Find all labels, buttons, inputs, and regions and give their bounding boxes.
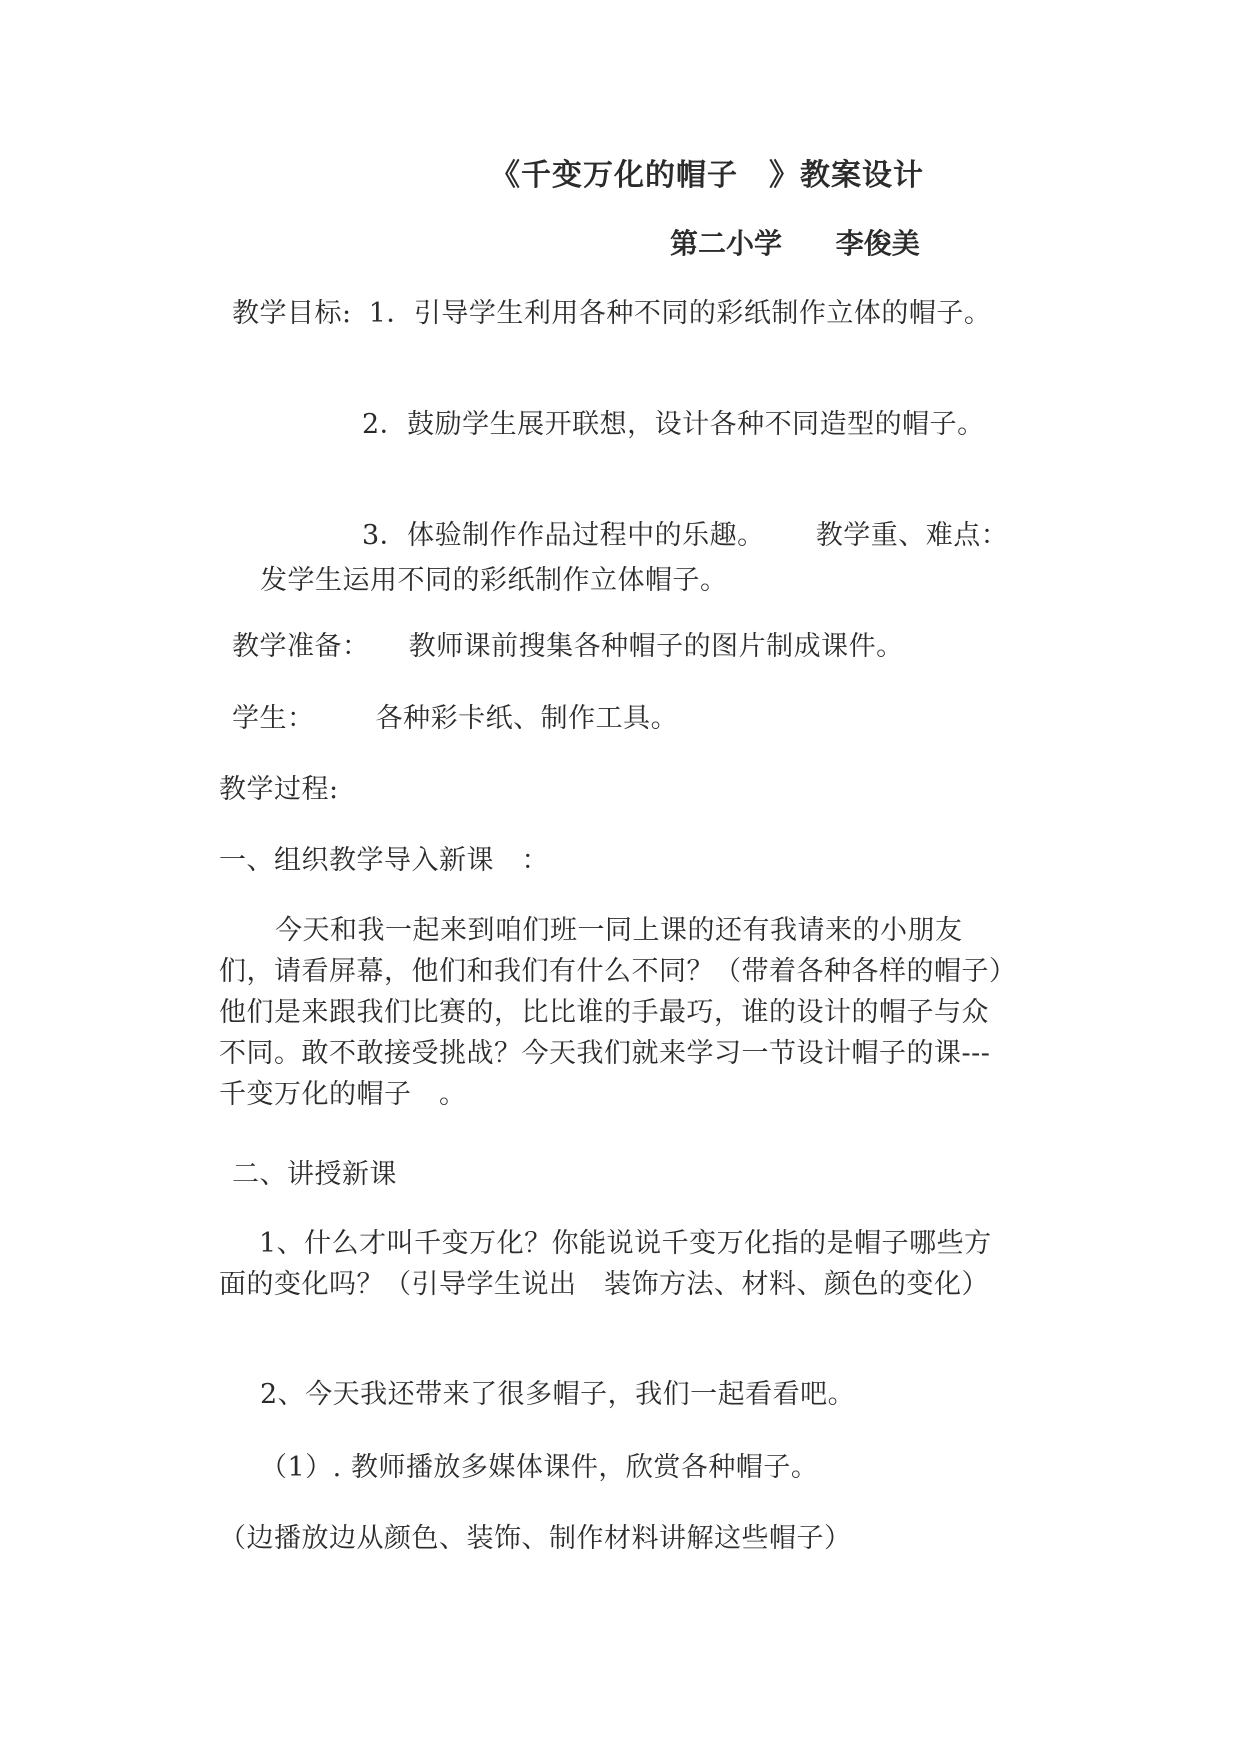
section2-note: （边播放边从颜色、装饰、制作材料讲解这些帽子） (219, 1523, 852, 1554)
author-school: 第二小学 (670, 227, 783, 260)
section2-item-2: 2、今天我还带来了很多帽子，我们一起看看吧。 (260, 1379, 856, 1410)
section2-sub-1: （1）. 教师播放多媒体课件，欣赏各种帽子。 (260, 1452, 819, 1483)
student-line (232, 698, 678, 739)
student-label: 学生： (232, 703, 315, 734)
author-name: 李俊美 (835, 227, 920, 260)
objectives-label: 教学目标: (232, 298, 352, 329)
section2-item-1: 1、什么才叫千变万化？你能说说千变万化指的是帽子哪些方面的变化吗？（引导学生说出 装饰方法、材料、颜色的变化） (219, 1228, 992, 1300)
section2-heading: 二、讲授新课 (232, 1159, 397, 1190)
process-label: 教学过程: (219, 774, 339, 805)
objective-item-2: 2．鼓励学生展开联想，设计各种不同造型的帽子。 (362, 409, 985, 440)
objective-item-1: 1．引导学生利用各种不同的彩纸制作立体的帽子。 (368, 298, 992, 329)
objectives-line-3 (362, 515, 1008, 556)
section1-heading: 一、组织教学导入新课 ： (219, 845, 549, 876)
preparation-label: 教学准备： (232, 631, 370, 662)
section1-paragraph: 今天和我一起来到咱们班一同上课的还有我请来的小朋友们，请看屏幕，他们和我们有什么不同？（带着各种各样的帽子）他们是来跟我们比赛的，比比谁的手最巧，谁的设计的帽子与众不同。敢不敢接受挑战？今天我们就来学习一节设计帽子的课---千变万化的帽子 。 (219, 915, 1003, 1110)
key-points-label: 教学重、难点： (815, 520, 1009, 551)
student-materials: 各种彩卡纸、制作工具。 (375, 703, 679, 734)
preparation-teacher: 教师课前搜集各种帽子的图片制成课件。 (408, 631, 904, 662)
key-points-text: 发学生运用不同的彩纸制作立体帽子。 (260, 565, 728, 596)
author-line (670, 222, 920, 262)
objectives-line-1 (232, 293, 991, 334)
objective-item-3: 3．体验制作作品过程中的乐趣。 (362, 520, 765, 551)
preparation-line (232, 626, 904, 667)
document-title: 《千变万化的帽子 》教案设计 (490, 158, 924, 193)
